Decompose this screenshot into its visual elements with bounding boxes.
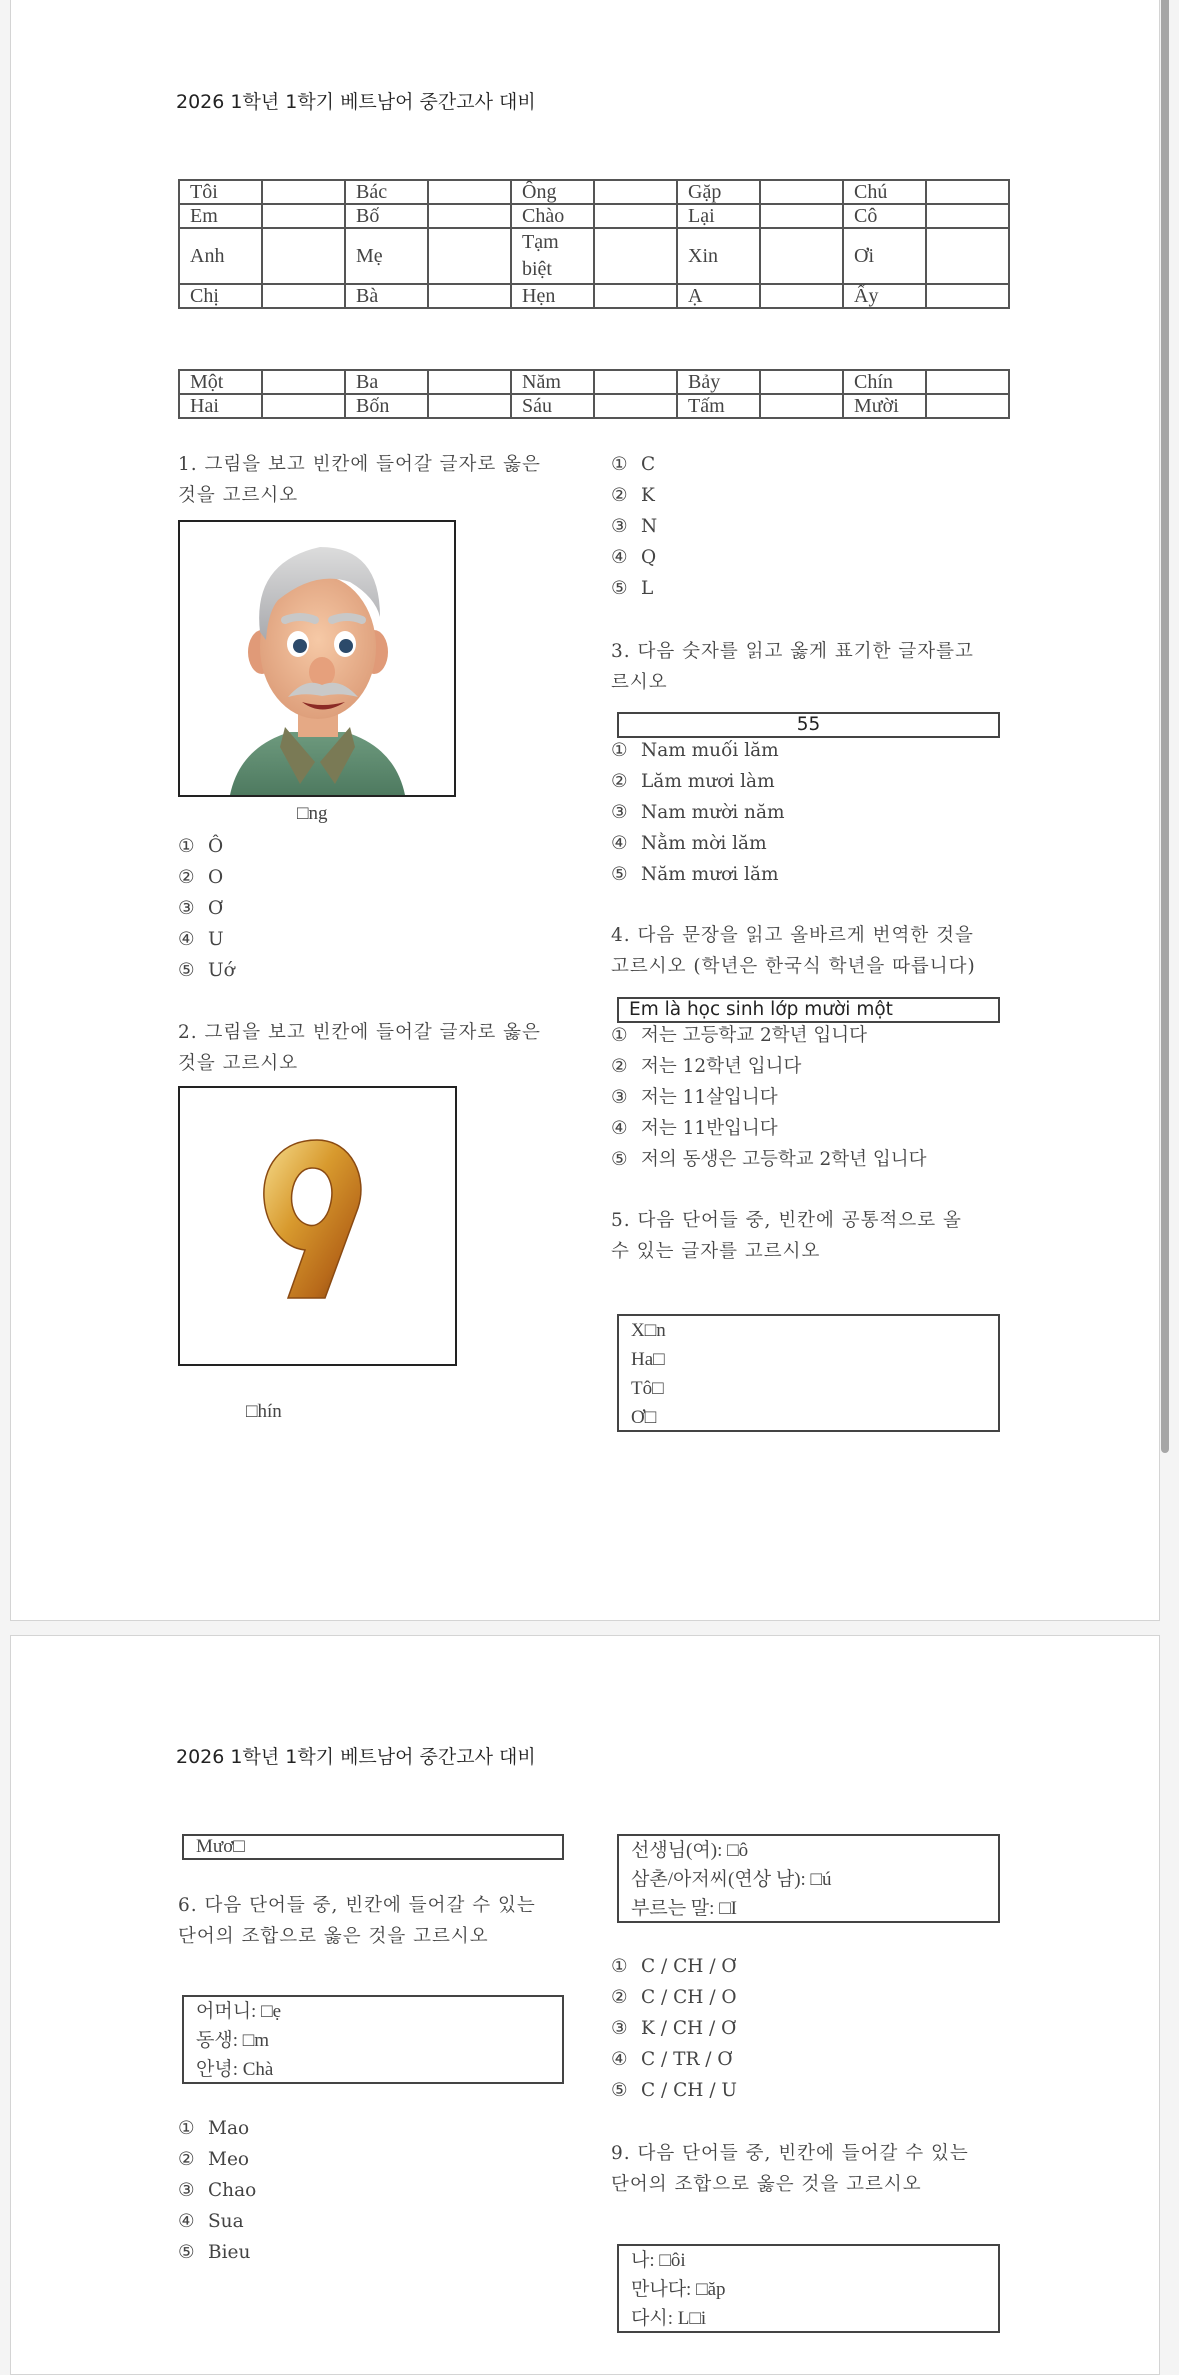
- option-1[interactable]: [611, 735, 785, 766]
- option-number: ①: [611, 740, 628, 761]
- question-8-word-box: [617, 1834, 1000, 1923]
- option-number: ②: [611, 1987, 628, 2008]
- table-cell: [428, 180, 511, 204]
- option-number: ④: [611, 547, 628, 568]
- table-cell: [760, 204, 843, 228]
- option-2[interactable]: [611, 1051, 927, 1082]
- option-number: ②: [611, 1056, 628, 1077]
- question-5-word-box: [617, 1314, 1000, 1432]
- option-text: O: [208, 867, 224, 888]
- table-cell: [262, 228, 345, 284]
- question-3: [611, 636, 1031, 698]
- table-cell: Xin: [677, 228, 760, 284]
- option-number: ③: [611, 516, 628, 537]
- option-number: ②: [178, 2149, 195, 2170]
- question-text: 3. 다음 숫자를 읽고 옳게 표기한 글자를고: [611, 641, 974, 662]
- option-text: Sua: [208, 2211, 244, 2232]
- option-4[interactable]: [178, 2206, 256, 2237]
- option-text: Meo: [208, 2149, 250, 2170]
- option-number: ⑤: [611, 1149, 628, 1170]
- question-6-options: [178, 2113, 256, 2268]
- table-cell: Bác: [345, 180, 428, 204]
- option-number: ①: [178, 2118, 195, 2139]
- option-5[interactable]: [611, 1144, 927, 1175]
- option-text: 저는 12학년 입니다: [641, 1056, 802, 1077]
- option-5[interactable]: [178, 2237, 256, 2268]
- table-cell: [428, 284, 511, 308]
- option-3[interactable]: [178, 893, 235, 924]
- table-cell: Chín: [843, 370, 926, 394]
- option-text: Nằm mời lăm: [641, 833, 767, 854]
- table-cell: [926, 370, 1009, 394]
- option-text: C / CH / O: [641, 1987, 737, 2008]
- option-number: ③: [178, 2180, 195, 2201]
- option-5[interactable]: [611, 2075, 737, 2106]
- question-text: 단어의 조합으로 옳은 것을 고르시오: [611, 2174, 922, 2195]
- table-cell: [760, 180, 843, 204]
- question-2-blank-word: □hín: [246, 1401, 282, 1422]
- option-number: ④: [611, 1118, 628, 1139]
- option-number: ③: [611, 2018, 628, 2039]
- option-text: Nam mười năm: [641, 802, 785, 823]
- word-line: Mươ□: [196, 1836, 245, 1857]
- option-number: ④: [611, 833, 628, 854]
- option-number: ⑤: [178, 960, 195, 981]
- question-1: [178, 449, 598, 511]
- question-text: 9. 다음 단어들 중, 빈칸에 들어갈 수 있는: [611, 2143, 969, 2164]
- table-row: [179, 394, 1009, 418]
- table-cell: [594, 284, 677, 308]
- question-9: [611, 2138, 1031, 2200]
- table-cell: [926, 204, 1009, 228]
- table-cell: Hẹn: [511, 284, 594, 308]
- option-text: Bieu: [208, 2242, 251, 2263]
- option-text: U: [208, 929, 224, 950]
- number-nine-icon: [180, 1088, 455, 1364]
- option-2[interactable]: [611, 766, 785, 797]
- question-3-options: [611, 735, 785, 890]
- option-number: ①: [611, 454, 628, 475]
- option-5[interactable]: [611, 859, 785, 890]
- option-text: 저의 동생은 고등학교 2학년 입니다: [641, 1149, 927, 1170]
- option-5[interactable]: [178, 955, 235, 986]
- option-number: ①: [178, 836, 195, 857]
- option-text: C: [641, 454, 656, 475]
- option-2[interactable]: [178, 862, 235, 893]
- table-cell: Bốn: [345, 394, 428, 418]
- table-cell: Năm: [511, 370, 594, 394]
- option-1[interactable]: [611, 449, 657, 480]
- option-1[interactable]: [611, 1951, 737, 1982]
- table-row: [179, 284, 1009, 308]
- table-cell: [760, 394, 843, 418]
- table-cell: Mười: [843, 394, 926, 418]
- table-cell: Lại: [677, 204, 760, 228]
- word-line: 나: □ôi: [631, 2250, 686, 2271]
- table-cell: Gặp: [677, 180, 760, 204]
- question-1-options: [178, 831, 235, 986]
- word-line: Ha□: [631, 1349, 665, 1370]
- grandfather-image: [178, 520, 456, 797]
- option-3[interactable]: [178, 2175, 256, 2206]
- question-2: [178, 1017, 598, 1079]
- word-line: X□n: [631, 1320, 666, 1341]
- question-text: 5. 다음 단어들 중, 빈칸에 공통적으로 올: [611, 1210, 962, 1231]
- table-cell: Chú: [843, 180, 926, 204]
- vocab-table-1: [178, 179, 1010, 309]
- question-1-blank-word: □ng: [297, 803, 328, 824]
- option-text: N: [641, 516, 658, 537]
- option-number: ②: [611, 485, 628, 506]
- option-2[interactable]: [611, 1982, 737, 2013]
- word-line: Ơ□: [631, 1407, 657, 1428]
- option-number: ⑤: [611, 864, 628, 885]
- question-2-options: [611, 449, 657, 604]
- scrollbar-thumb[interactable]: [1161, 0, 1169, 1453]
- table-cell: Bà: [345, 284, 428, 308]
- table-cell: [428, 228, 511, 284]
- option-3[interactable]: [611, 511, 657, 542]
- table-cell: Ạ: [677, 284, 760, 308]
- table-cell: [594, 204, 677, 228]
- option-number: ②: [611, 771, 628, 792]
- table-cell: [428, 394, 511, 418]
- option-4[interactable]: [611, 1113, 927, 1144]
- option-text: 저는 고등학교 2학년 입니다: [641, 1025, 867, 1046]
- table-cell: Cô: [843, 204, 926, 228]
- word-line: 만나다: □ăp: [631, 2279, 726, 2300]
- question-6-word-box: [182, 1995, 564, 2084]
- table-cell: Mẹ: [345, 228, 428, 284]
- option-text: Chao: [208, 2180, 257, 2201]
- option-5[interactable]: [611, 573, 657, 604]
- table-cell: Tôi: [179, 180, 262, 204]
- page-title: 2026 1학년 1학기 베트남어 중간고사 대비: [176, 1746, 536, 1768]
- option-4[interactable]: [178, 924, 235, 955]
- option-text: Mao: [208, 2118, 250, 2139]
- question-text: 6. 다음 단어들 중, 빈칸에 들어갈 수 있는: [178, 1895, 536, 1916]
- table-cell: [262, 370, 345, 394]
- option-text: Lăm mươi làm: [641, 771, 775, 792]
- table-cell: [262, 180, 345, 204]
- option-number: ③: [611, 802, 628, 823]
- table-cell: Ba: [345, 370, 428, 394]
- option-number: ②: [178, 867, 195, 888]
- word-line: Tô□: [631, 1378, 664, 1399]
- question-text: 수 있는 글자를 고르시오: [611, 1241, 821, 1262]
- option-text: L: [641, 578, 654, 599]
- option-number: ⑤: [178, 2242, 195, 2263]
- table-cell: [594, 370, 677, 394]
- table-cell: Bảy: [677, 370, 760, 394]
- table-cell: [926, 394, 1009, 418]
- question-5-continued-box: [182, 1834, 564, 1860]
- option-text: 저는 11반입니다: [641, 1118, 778, 1139]
- sentence-text: Em là học sinh lớp mười một: [629, 999, 893, 1020]
- table-cell: Bố: [345, 204, 428, 228]
- option-number: ①: [611, 1956, 628, 1977]
- table-row: [179, 228, 1009, 284]
- option-1[interactable]: [178, 2113, 256, 2144]
- table-cell: Ông: [511, 180, 594, 204]
- question-text: 4. 다음 문장을 읽고 올바르게 번역한 것을: [611, 925, 974, 946]
- table-cell: [428, 370, 511, 394]
- question-6: [178, 1890, 598, 1952]
- option-text: C / CH / Ơ: [641, 1956, 737, 1977]
- number-value: 55: [796, 714, 821, 735]
- option-text: C / TR / Ơ: [641, 2049, 733, 2070]
- number-nine-image: [178, 1086, 457, 1366]
- question-text: 2. 그림을 보고 빈칸에 들어갈 글자로 옳은: [178, 1022, 541, 1043]
- option-2[interactable]: [178, 2144, 256, 2175]
- word-line: 동생: □m: [196, 2030, 269, 2051]
- option-text: Uớ: [208, 960, 235, 981]
- table-cell: [926, 284, 1009, 308]
- option-2[interactable]: [611, 480, 657, 511]
- question-text: 것을 고르시오: [178, 485, 299, 506]
- table-cell: Em: [179, 204, 262, 228]
- table-cell: Chào: [511, 204, 594, 228]
- table-cell: [594, 180, 677, 204]
- question-text: 르시오: [611, 672, 668, 693]
- option-4[interactable]: [611, 542, 657, 573]
- option-text: 저는 11살입니다: [641, 1087, 778, 1108]
- question-5: [611, 1205, 1031, 1267]
- option-number: ③: [178, 898, 195, 919]
- option-text: C / CH / U: [641, 2080, 738, 2101]
- table-row: [179, 370, 1009, 394]
- table-cell: [926, 180, 1009, 204]
- option-1[interactable]: [178, 831, 235, 862]
- table-cell: Tấm: [677, 394, 760, 418]
- table-cell: [262, 284, 345, 308]
- table-cell: Hai: [179, 394, 262, 418]
- question-text: 고르시오 (학년은 한국식 학년을 따릅니다): [611, 956, 976, 977]
- table-cell: [926, 228, 1009, 284]
- question-text: 단어의 조합으로 옳은 것을 고르시오: [178, 1926, 489, 1947]
- grandfather-illustration-icon: [180, 522, 454, 795]
- table-cell: [594, 228, 677, 284]
- option-text: Nam muối lăm: [641, 740, 779, 761]
- word-line: 선생님(여): □ô: [631, 1840, 749, 1861]
- table-cell: Anh: [179, 228, 262, 284]
- question-8-options: [611, 1951, 737, 2106]
- option-text: Năm mươi lăm: [641, 864, 779, 885]
- option-3[interactable]: [611, 1082, 927, 1113]
- table-cell: Tạm biệt: [511, 228, 594, 284]
- option-number: ③: [611, 1087, 628, 1108]
- option-1[interactable]: [611, 1020, 927, 1051]
- table-cell: [760, 370, 843, 394]
- table-cell: Sáu: [511, 394, 594, 418]
- option-4[interactable]: [611, 828, 785, 859]
- table-row: [179, 204, 1009, 228]
- word-line: 안녕: Chà: [196, 2059, 274, 2080]
- option-text: Ơ: [208, 898, 224, 919]
- option-number: ④: [611, 2049, 628, 2070]
- option-number: ①: [611, 1025, 628, 1046]
- vocab-table-2: [178, 369, 1010, 419]
- word-line: 삼촌/아저씨(연상 남): □ú: [631, 1869, 832, 1890]
- table-cell: [428, 204, 511, 228]
- option-number: ⑤: [611, 2080, 628, 2101]
- table-row: [179, 180, 1009, 204]
- question-text: 것을 고르시오: [178, 1053, 299, 1074]
- word-line: 어머니: □ẹ: [196, 2001, 282, 2022]
- option-text: Q: [641, 547, 657, 568]
- table-cell: [262, 394, 345, 418]
- option-3[interactable]: [611, 797, 785, 828]
- question-4: [611, 920, 1031, 982]
- table-cell: Một: [179, 370, 262, 394]
- page-title: 2026 1학년 1학기 베트남어 중간고사 대비: [176, 91, 536, 113]
- option-number: ⑤: [611, 578, 628, 599]
- option-3[interactable]: [611, 2013, 737, 2044]
- table-cell: Ấy: [843, 284, 926, 308]
- question-text: 1. 그림을 보고 빈칸에 들어갈 글자로 옳은: [178, 454, 541, 475]
- word-line: 부르는 말: □I: [631, 1898, 737, 1919]
- option-number: ④: [178, 929, 195, 950]
- option-text: K: [641, 485, 655, 506]
- word-line: 다시: L□i: [631, 2308, 707, 2329]
- table-cell: [262, 204, 345, 228]
- table-cell: [760, 284, 843, 308]
- option-4[interactable]: [611, 2044, 737, 2075]
- option-number: ④: [178, 2211, 195, 2232]
- document-page-2: [10, 1635, 1160, 2375]
- question-9-word-box: [617, 2244, 1000, 2333]
- table-cell: Chị: [179, 284, 262, 308]
- question-4-options: [611, 1020, 927, 1175]
- table-cell: [594, 394, 677, 418]
- table-cell: Ơi: [843, 228, 926, 284]
- table-cell: [760, 228, 843, 284]
- option-text: Ô: [208, 836, 224, 857]
- option-text: K / CH / Ơ: [641, 2018, 737, 2039]
- document-page-1: [10, 0, 1160, 1621]
